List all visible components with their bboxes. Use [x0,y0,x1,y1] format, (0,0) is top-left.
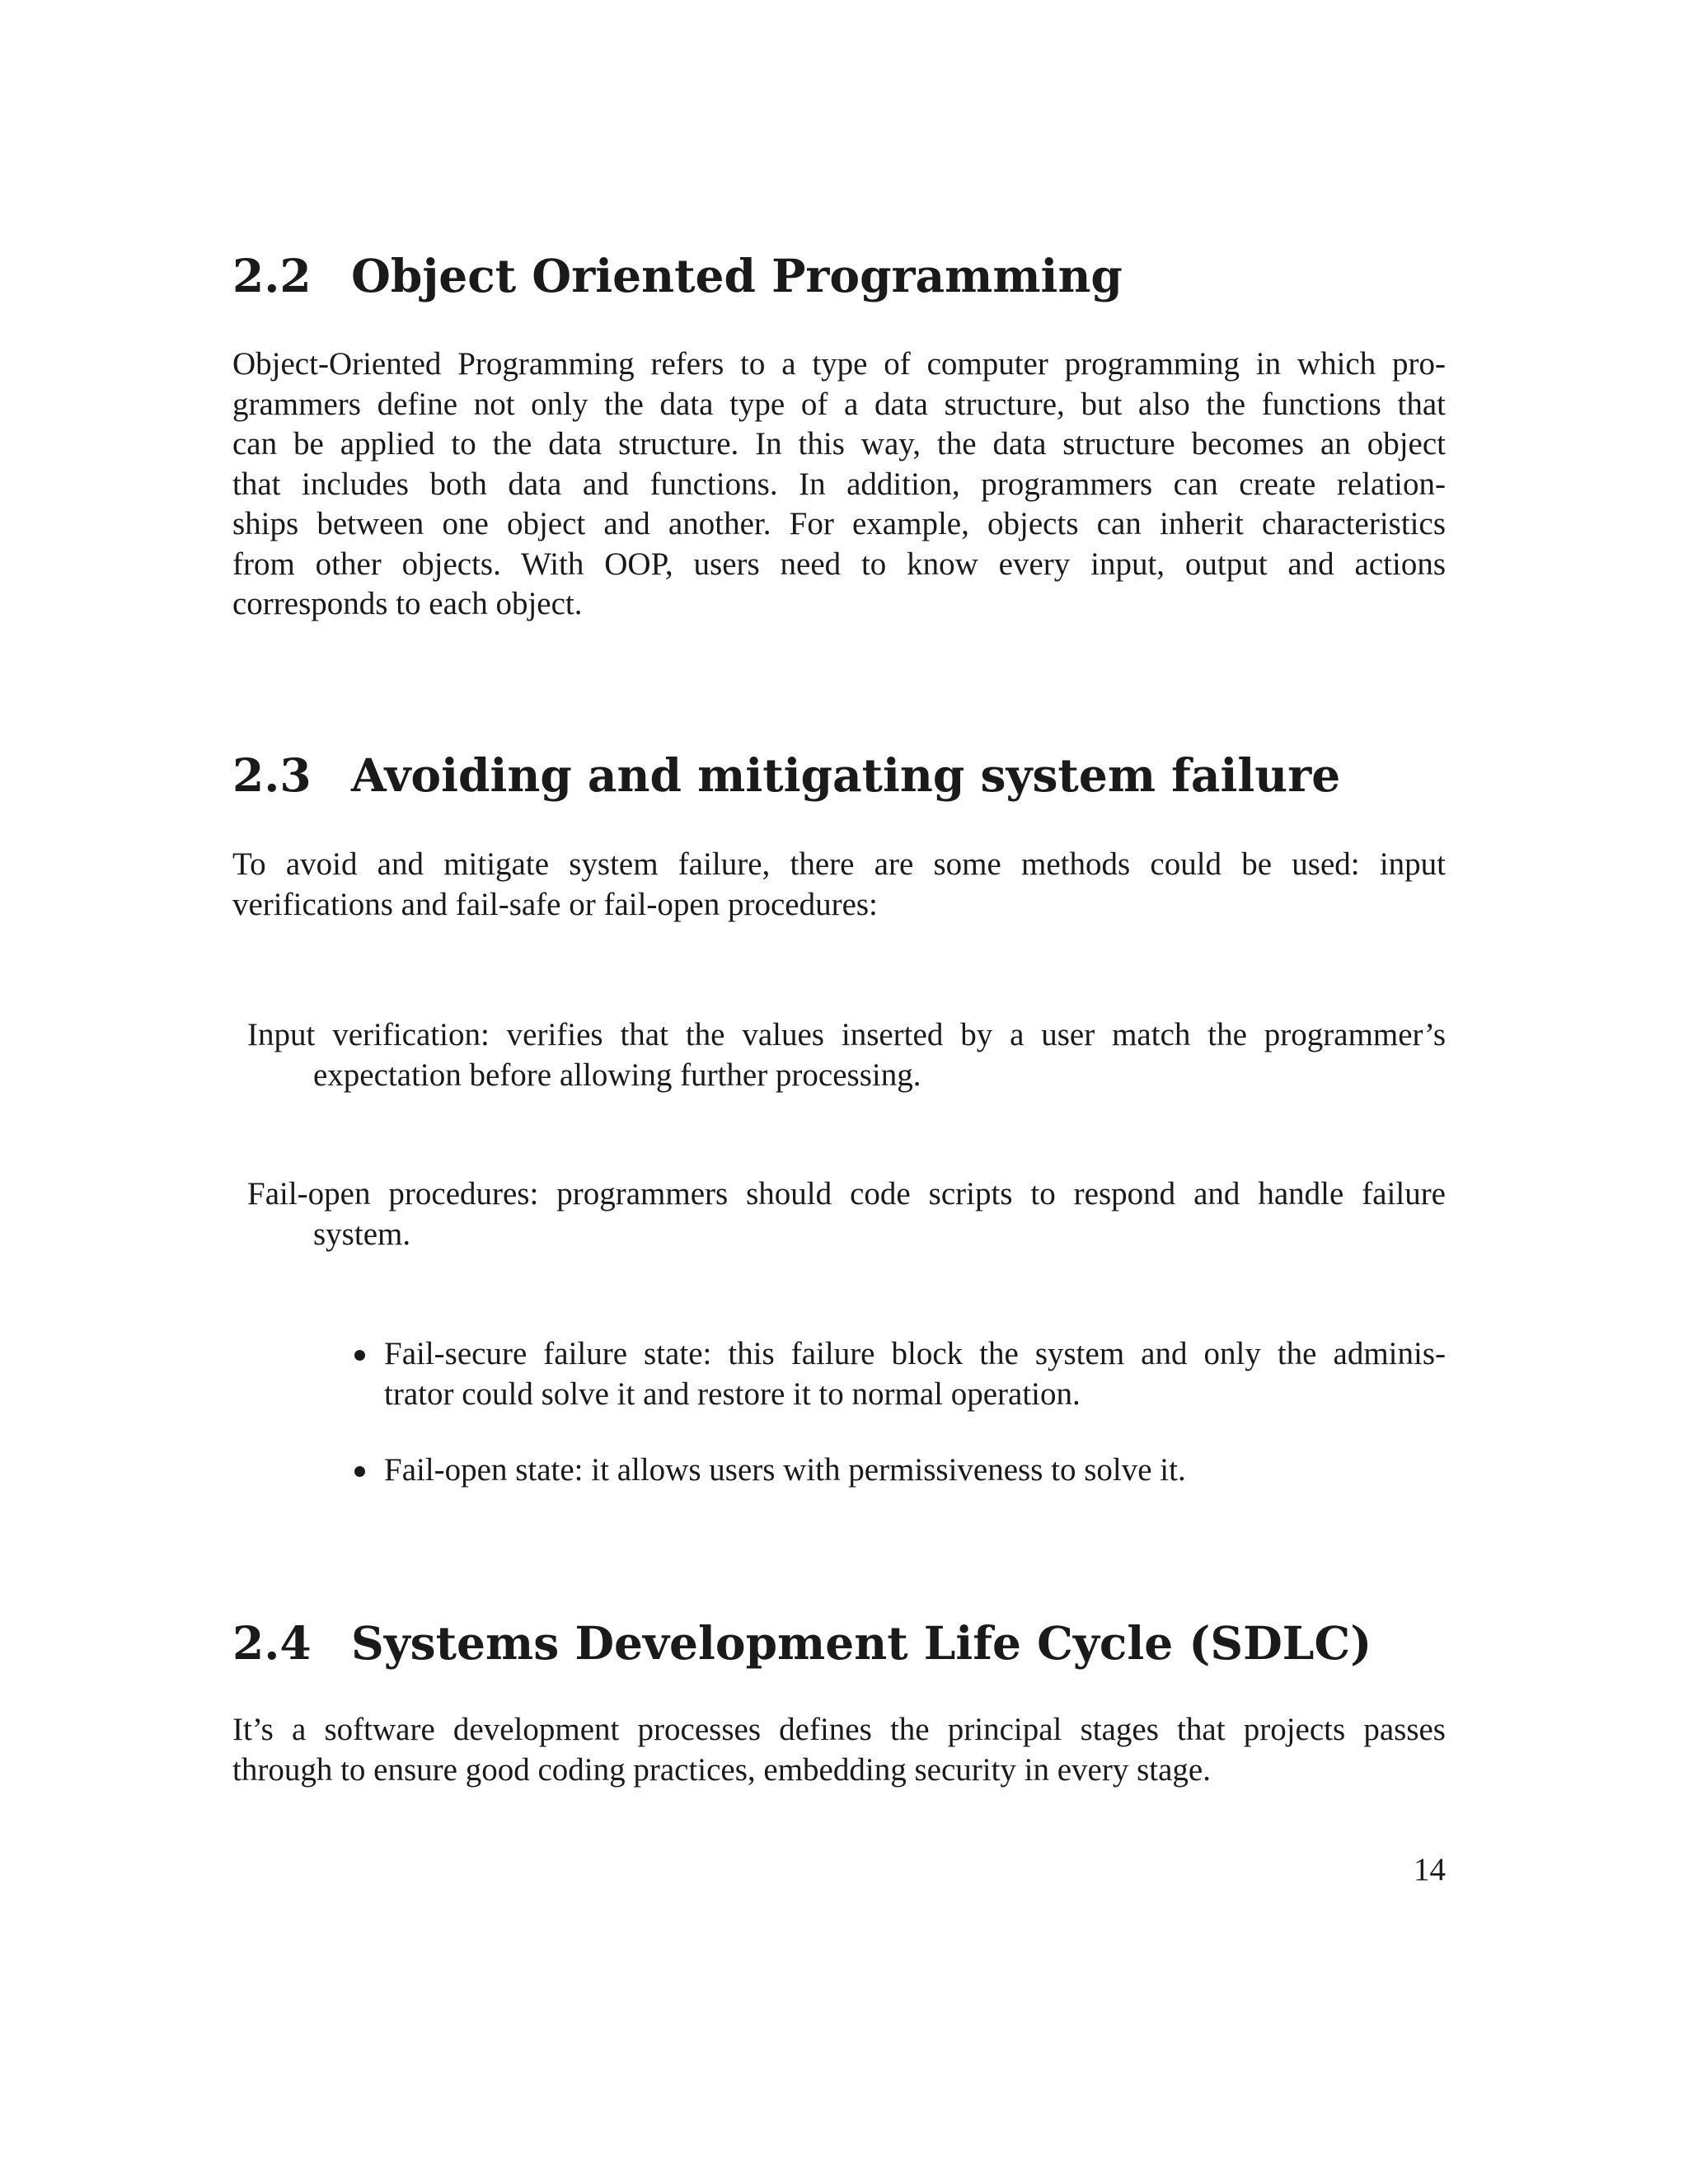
paragraph-line: from other objects. With OOP, users need to know every input, output and actions [232,546,1446,582]
paragraph-line: ships between one object and another. For example, objects can inherit characteristics [232,506,1446,541]
description-item-text: Fail-open procedures: programmers should code scripts to respond and handle failure [247,1176,1446,1212]
section-number: 2.2 [232,249,312,302]
description-item-input-verification [247,1015,1446,1095]
description-item-continuation: system. [313,1216,411,1252]
paragraph-line: that includes both data and functions. In addition, programmers can create relation- [232,466,1446,502]
description-item-text: Input verification: verifies that the values inserted by a user match the programmer’s [247,1017,1446,1052]
section-paragraph-2-3 [232,845,1446,925]
section-title: Avoiding and mitigating system failure [351,748,1341,802]
section-title: Object Oriented Programming [351,249,1123,302]
bullet-item-fail-secure [353,1334,1446,1414]
section-title: Systems Development Life Cycle (SDLC) [351,1616,1372,1670]
section-number: 2.3 [232,748,312,802]
section-heading-2-2 [232,247,1469,305]
paragraph-line: corresponds to each object. [232,586,583,621]
description-item-fail-open-procedures [247,1174,1446,1254]
section-number: 2.4 [232,1616,312,1670]
section-heading-2-4 [232,1615,1469,1672]
bullet-text [353,1451,1446,1491]
section-paragraph-2-4 [232,1710,1446,1790]
paragraph-line: grammers define not only the data type of a data structure, but also the functions that [232,386,1446,422]
bullet-line: Fail-secure failure state: this failure block the system and only the adminis- [384,1336,1446,1371]
bullet-item-fail-open [353,1451,1446,1491]
paragraph-line: It’s a software development processes defines the principal stages that projects passes [232,1712,1446,1747]
paragraph-line: can be applied to the data structure. In this way, the data structure becomes an object [232,426,1446,462]
paragraph-line: Object-Oriented Programming refers to a type of computer programming in which pro- [232,346,1446,382]
paragraph-line: To avoid and mitigate system failure, there are some methods could be used: input [232,846,1446,882]
description-item-continuation: expectation before allowing further processing. [313,1057,921,1093]
bullet-line: Fail-open state: it allows users with permissiveness to solve it. [384,1452,1186,1488]
section-heading-2-3 [232,747,1469,804]
paragraph-line: verifications and fail-safe or fail-open procedures: [232,886,878,922]
bullet-text [353,1334,1446,1414]
bullet-line: trator could solve it and restore it to normal operation. [384,1376,1081,1412]
page-number: 14 [1414,1852,1446,1887]
section-paragraph-2-2 [232,344,1446,625]
paragraph-line: through to ensure good coding practices, embedding security in every stage. [232,1751,1211,1788]
